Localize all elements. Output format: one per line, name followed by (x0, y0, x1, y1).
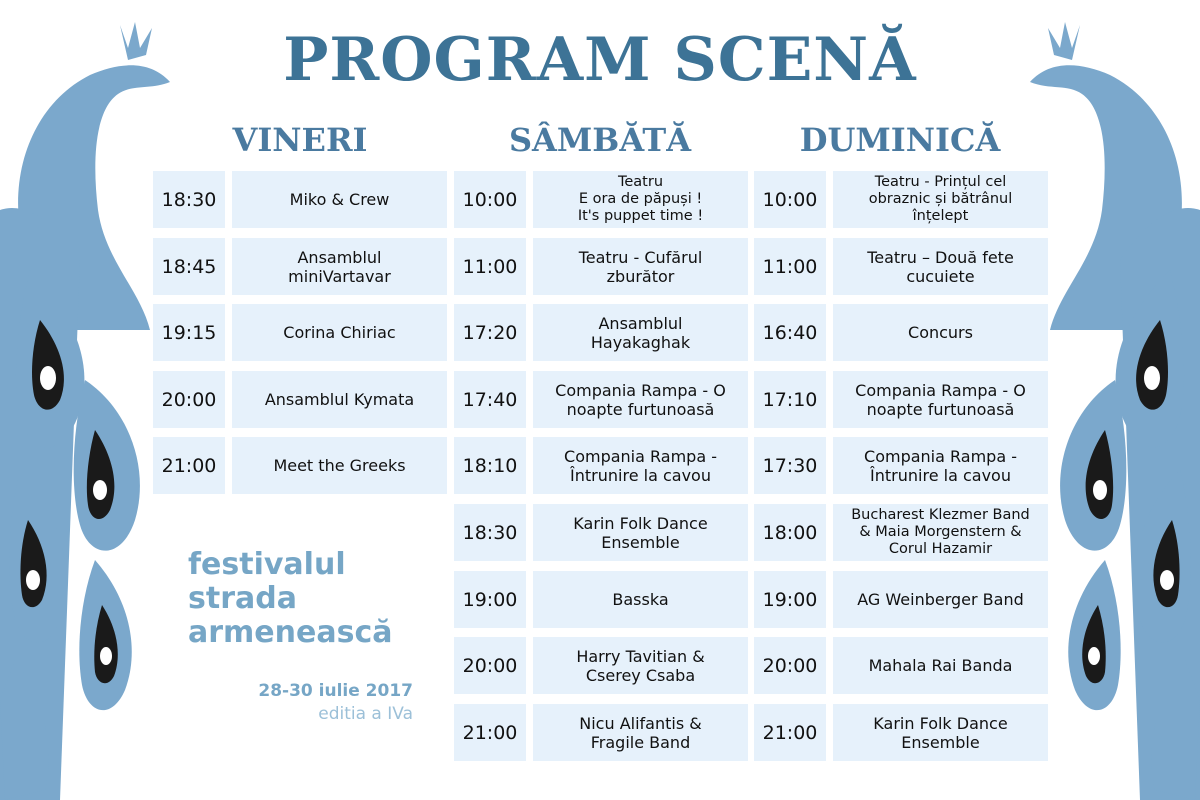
event-act-line: Basska (612, 590, 669, 609)
event-time: 17:20 (454, 304, 526, 361)
peacock-right-illustration (1025, 0, 1200, 800)
event-act (833, 371, 1048, 428)
event-act-line: Nicu Alifantis & (579, 713, 702, 733)
event-act-line: Întrunire la cavou (570, 465, 711, 485)
brand-line: strada (188, 581, 297, 616)
event-time: 11:00 (454, 238, 526, 295)
event-act (833, 238, 1048, 295)
event-time: 19:00 (754, 571, 826, 628)
event-act (533, 304, 748, 361)
event-act-line: Meet the Greeks (273, 456, 406, 475)
event-time: 20:00 (153, 371, 225, 428)
event-act-line: Compania Rampa - O (855, 380, 1026, 400)
event-time: 10:00 (754, 171, 826, 228)
event-time: 11:00 (754, 238, 826, 295)
event-act (533, 371, 748, 428)
event-time: 19:00 (454, 571, 526, 628)
event-time: 17:10 (754, 371, 826, 428)
event-act (533, 171, 748, 228)
event-act-line: Ansamblul (297, 247, 382, 267)
event-act-line: AG Weinberger Band (857, 590, 1024, 609)
event-act (533, 637, 748, 694)
event-act-line: Corul Hazamir (888, 541, 993, 557)
event-time: 20:00 (754, 637, 826, 694)
day-header: VINERI (232, 121, 368, 159)
event-time: 18:30 (454, 504, 526, 561)
event-act (833, 171, 1048, 228)
event-act (833, 504, 1048, 561)
event-time: 10:00 (454, 171, 526, 228)
event-act (232, 238, 447, 295)
event-act-line: Bucharest Klezmer Band (851, 507, 1030, 523)
event-act-line: & Maia Morgenstern & (859, 524, 1022, 540)
event-act-line: Ensemble (901, 732, 980, 752)
event-time: 16:40 (754, 304, 826, 361)
event-act-line: Karin Folk Dance (873, 713, 1008, 733)
event-act (232, 437, 447, 494)
event-time: 20:00 (454, 637, 526, 694)
event-act-line: cucuiete (906, 266, 975, 286)
event-act-line: Concurs (908, 323, 973, 342)
festival-brand (188, 548, 418, 650)
event-act-line: Fragile Band (590, 732, 691, 752)
event-act-line: Teatru (617, 174, 664, 190)
event-time: 17:40 (454, 371, 526, 428)
event-act-line: Ansamblul Kymata (264, 390, 415, 409)
event-act-line: Cserey Csaba (585, 665, 696, 685)
event-act-line: Teatru - Cufărul (578, 247, 703, 267)
day-header: DUMINICĂ (799, 121, 1001, 159)
event-act-line: Miko & Crew (289, 190, 390, 209)
event-act-line: Teatru – Două fete (867, 247, 1014, 267)
event-act (533, 704, 748, 761)
day-header: SÂMBĂTĂ (508, 121, 692, 159)
event-act (533, 437, 748, 494)
event-act-line: Compania Rampa - O (555, 380, 726, 400)
event-act-line: E ora de păpuși ! (578, 191, 703, 207)
event-act-line: It's puppet time ! (577, 208, 704, 224)
event-act (232, 371, 447, 428)
event-act (533, 238, 748, 295)
event-act-line: Corina Chiriac (283, 323, 396, 342)
event-act-line: Compania Rampa - (564, 446, 717, 466)
event-act (833, 304, 1048, 361)
event-act-line: Ensemble (601, 532, 680, 552)
event-act (833, 437, 1048, 494)
event-time: 17:30 (754, 437, 826, 494)
event-act (833, 571, 1048, 628)
event-act-line: Compania Rampa - (864, 446, 1017, 466)
event-time: 21:00 (153, 437, 225, 494)
event-act-line: Întrunire la cavou (870, 465, 1011, 485)
event-act (232, 171, 447, 228)
event-act (232, 304, 447, 361)
brand-line: festivalul (188, 547, 346, 582)
event-time: 18:00 (754, 504, 826, 561)
event-time: 18:45 (153, 238, 225, 295)
event-time: 18:30 (153, 171, 225, 228)
event-act-line: Hayakaghak (590, 332, 691, 352)
event-act-line: noapte furtunoasă (566, 399, 715, 419)
event-act-line: Teatru - Prințul cel (874, 174, 1007, 190)
festival-edition: editia a IVa (318, 704, 413, 724)
event-act (533, 571, 748, 628)
peacock-left-illustration (0, 0, 175, 800)
brand-line: armenească (188, 615, 393, 650)
event-act-line: obraznic și bătrânul (868, 191, 1013, 207)
event-time: 18:10 (454, 437, 526, 494)
event-act (833, 637, 1048, 694)
event-act-line: Mahala Rai Banda (868, 656, 1013, 675)
event-act-line: zburător (606, 266, 675, 286)
event-act-line: înțelept (912, 208, 969, 224)
event-act-line: Ansamblul (598, 313, 683, 333)
event-act (533, 504, 748, 561)
festival-dates: 28-30 iulie 2017 (258, 681, 413, 701)
event-time: 21:00 (754, 704, 826, 761)
page-title: PROGRAM SCENĂ (283, 25, 917, 95)
event-time: 19:15 (153, 304, 225, 361)
event-act-line: miniVartavar (288, 266, 391, 286)
event-act-line: Karin Folk Dance (573, 513, 708, 533)
event-act-line: Harry Tavitian & (576, 646, 705, 666)
event-act (833, 704, 1048, 761)
event-act-line: noapte furtunoasă (866, 399, 1015, 419)
event-time: 21:00 (454, 704, 526, 761)
